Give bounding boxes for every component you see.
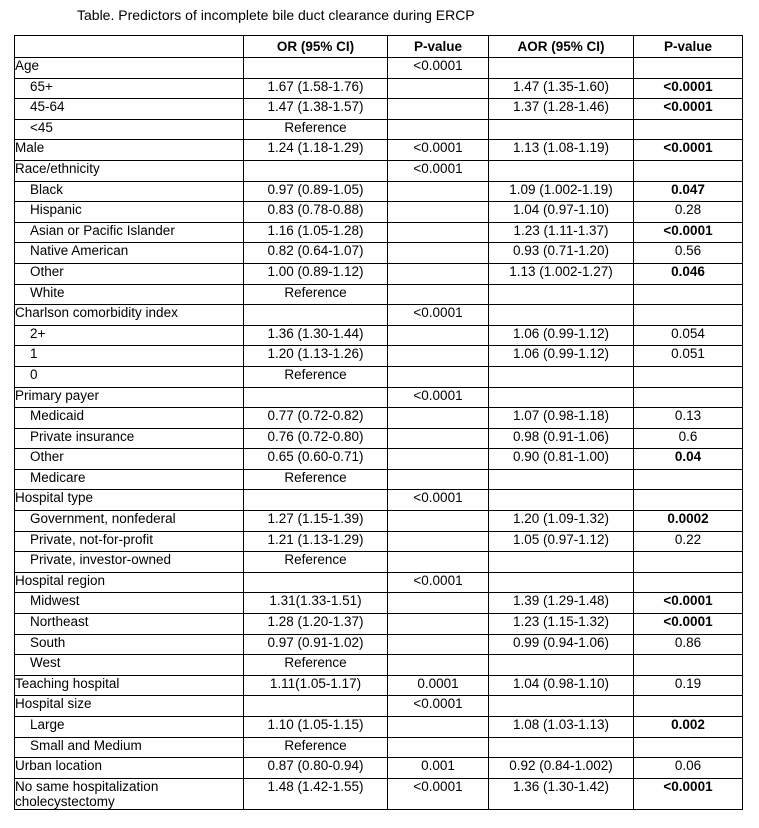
p-value-cell xyxy=(388,614,489,635)
aor-ci-cell xyxy=(489,696,634,717)
p-value-cell: <0.0001 xyxy=(388,696,489,717)
adjusted-p-value-cell xyxy=(634,696,743,717)
adjusted-p-value-cell: 0.56 xyxy=(634,243,743,264)
table-row xyxy=(15,490,743,511)
table-row xyxy=(15,181,743,202)
adjusted-p-value-cell: 0.22 xyxy=(634,531,743,552)
adjusted-p-value-cell: <0.0001 xyxy=(634,593,743,614)
row-label: 65+ xyxy=(15,78,244,99)
table-row xyxy=(15,140,743,161)
table-row xyxy=(15,284,743,305)
p-value-cell xyxy=(388,222,489,243)
row-label: Small and Medium xyxy=(15,737,244,758)
row-label: Age xyxy=(15,58,244,79)
aor-ci-cell xyxy=(489,572,634,593)
or-ci-cell xyxy=(244,490,388,511)
row-label: Other xyxy=(15,449,244,470)
table-row xyxy=(15,58,743,79)
adjusted-p-value-cell xyxy=(634,160,743,181)
adjusted-p-value-cell: <0.0001 xyxy=(634,778,743,809)
row-label: No same hospitalization cholecystectomy xyxy=(15,778,244,809)
or-ci-cell: 1.00 (0.89-1.12) xyxy=(244,263,388,284)
table-row xyxy=(15,778,743,809)
header-or: OR (95% CI) xyxy=(244,36,388,58)
table-row xyxy=(15,655,743,676)
p-value-cell xyxy=(388,593,489,614)
aor-ci-cell xyxy=(489,58,634,79)
p-value-cell xyxy=(388,449,489,470)
or-ci-cell: Reference xyxy=(244,655,388,676)
p-value-cell xyxy=(388,243,489,264)
or-ci-cell: 1.10 (1.05-1.15) xyxy=(244,717,388,738)
p-value-cell xyxy=(388,325,489,346)
aor-ci-cell: 0.90 (0.81-1.00) xyxy=(489,449,634,470)
row-label: Hospital size xyxy=(15,696,244,717)
table-row xyxy=(15,593,743,614)
or-ci-cell xyxy=(244,305,388,326)
row-label: 2+ xyxy=(15,325,244,346)
or-ci-cell: Reference xyxy=(244,469,388,490)
adjusted-p-value-cell: <0.0001 xyxy=(634,222,743,243)
table-row xyxy=(15,531,743,552)
or-ci-cell: 0.76 (0.72-0.80) xyxy=(244,428,388,449)
aor-ci-cell: 1.23 (1.15-1.32) xyxy=(489,614,634,635)
aor-ci-cell: 1.13 (1.002-1.27) xyxy=(489,263,634,284)
adjusted-p-value-cell: 0.04 xyxy=(634,449,743,470)
table-row xyxy=(15,675,743,696)
table-row xyxy=(15,511,743,532)
table-row xyxy=(15,572,743,593)
adjusted-p-value-cell: 0.28 xyxy=(634,202,743,223)
p-value-cell xyxy=(388,531,489,552)
row-label: Black xyxy=(15,181,244,202)
adjusted-p-value-cell: 0.051 xyxy=(634,346,743,367)
or-ci-cell xyxy=(244,572,388,593)
aor-ci-cell xyxy=(489,284,634,305)
p-value-cell: 0.001 xyxy=(388,758,489,779)
header-variable xyxy=(15,36,244,58)
adjusted-p-value-cell xyxy=(634,655,743,676)
p-value-cell: <0.0001 xyxy=(388,490,489,511)
row-label: 45-64 xyxy=(15,99,244,120)
aor-ci-cell: 1.37 (1.28-1.46) xyxy=(489,99,634,120)
table-row xyxy=(15,428,743,449)
or-ci-cell: 0.97 (0.91-1.02) xyxy=(244,634,388,655)
p-value-cell xyxy=(388,408,489,429)
table-row xyxy=(15,717,743,738)
row-label: Hospital type xyxy=(15,490,244,511)
aor-ci-cell: 1.07 (0.98-1.18) xyxy=(489,408,634,429)
row-label: Government, nonfederal xyxy=(15,511,244,532)
adjusted-p-value-cell xyxy=(634,737,743,758)
table-row xyxy=(15,696,743,717)
p-value-cell xyxy=(388,263,489,284)
row-label: Hospital region xyxy=(15,572,244,593)
adjusted-p-value-cell: <0.0001 xyxy=(634,99,743,120)
or-ci-cell xyxy=(244,696,388,717)
aor-ci-cell xyxy=(489,305,634,326)
aor-ci-cell: 1.39 (1.29-1.48) xyxy=(489,593,634,614)
aor-ci-cell: 1.04 (0.98-1.10) xyxy=(489,675,634,696)
table-body xyxy=(15,58,743,810)
p-value-cell xyxy=(388,119,489,140)
aor-ci-cell: 0.92 (0.84-1.002) xyxy=(489,758,634,779)
row-label: Other xyxy=(15,263,244,284)
table-row xyxy=(15,263,743,284)
or-ci-cell: Reference xyxy=(244,366,388,387)
p-value-cell xyxy=(388,717,489,738)
or-ci-cell: 0.97 (0.89-1.05) xyxy=(244,181,388,202)
row-label: Male xyxy=(15,140,244,161)
row-label: Asian or Pacific Islander xyxy=(15,222,244,243)
adjusted-p-value-cell: <0.0001 xyxy=(634,614,743,635)
adjusted-p-value-cell xyxy=(634,119,743,140)
or-ci-cell: 1.24 (1.18-1.29) xyxy=(244,140,388,161)
row-label: Private, investor-owned xyxy=(15,552,244,573)
p-value-cell xyxy=(388,737,489,758)
row-label: 0 xyxy=(15,366,244,387)
p-value-cell xyxy=(388,78,489,99)
adjusted-p-value-cell xyxy=(634,490,743,511)
or-ci-cell: 0.87 (0.80-0.94) xyxy=(244,758,388,779)
or-ci-cell: 1.67 (1.58-1.76) xyxy=(244,78,388,99)
p-value-cell: <0.0001 xyxy=(388,160,489,181)
adjusted-p-value-cell: 0.054 xyxy=(634,325,743,346)
table-row xyxy=(15,634,743,655)
p-value-cell xyxy=(388,202,489,223)
adjusted-p-value-cell: 0.86 xyxy=(634,634,743,655)
aor-ci-cell: 1.05 (0.97-1.12) xyxy=(489,531,634,552)
aor-ci-cell: 1.06 (0.99-1.12) xyxy=(489,325,634,346)
or-ci-cell: Reference xyxy=(244,119,388,140)
table-caption: Table. Predictors of incomplete bile duct clearance during ERCP xyxy=(77,7,475,23)
table-row xyxy=(15,243,743,264)
or-ci-cell: 1.48 (1.42-1.55) xyxy=(244,778,388,809)
table-header-row xyxy=(15,36,743,58)
p-value-cell xyxy=(388,511,489,532)
header-p-value-adjusted: P-value xyxy=(634,36,743,58)
table-row xyxy=(15,449,743,470)
table-row xyxy=(15,366,743,387)
adjusted-p-value-cell: <0.0001 xyxy=(634,78,743,99)
aor-ci-cell xyxy=(489,387,634,408)
or-ci-cell: Reference xyxy=(244,552,388,573)
aor-ci-cell xyxy=(489,160,634,181)
p-value-cell xyxy=(388,552,489,573)
aor-ci-cell xyxy=(489,119,634,140)
adjusted-p-value-cell: 0.047 xyxy=(634,181,743,202)
row-label: Charlson comorbidity index xyxy=(15,305,244,326)
p-value-cell: <0.0001 xyxy=(388,140,489,161)
or-ci-cell: Reference xyxy=(244,737,388,758)
aor-ci-cell xyxy=(489,469,634,490)
table-row xyxy=(15,408,743,429)
row-label: West xyxy=(15,655,244,676)
or-ci-cell: 1.36 (1.30-1.44) xyxy=(244,325,388,346)
row-label: Urban location xyxy=(15,758,244,779)
table-row xyxy=(15,160,743,181)
adjusted-p-value-cell: 0.6 xyxy=(634,428,743,449)
table-row xyxy=(15,346,743,367)
aor-ci-cell: 1.13 (1.08-1.19) xyxy=(489,140,634,161)
adjusted-p-value-cell: 0.13 xyxy=(634,408,743,429)
row-label: White xyxy=(15,284,244,305)
or-ci-cell xyxy=(244,387,388,408)
row-label: Medicare xyxy=(15,469,244,490)
row-label: Race/ethnicity xyxy=(15,160,244,181)
or-ci-cell: 1.21 (1.13-1.29) xyxy=(244,531,388,552)
or-ci-cell: 1.28 (1.20-1.37) xyxy=(244,614,388,635)
p-value-cell: <0.0001 xyxy=(388,305,489,326)
p-value-cell: <0.0001 xyxy=(388,58,489,79)
or-ci-cell: 1.47 (1.38-1.57) xyxy=(244,99,388,120)
row-label: Primary payer xyxy=(15,387,244,408)
or-ci-cell xyxy=(244,160,388,181)
or-ci-cell: Reference xyxy=(244,284,388,305)
row-label: Teaching hospital xyxy=(15,675,244,696)
adjusted-p-value-cell xyxy=(634,552,743,573)
table-row xyxy=(15,614,743,635)
p-value-cell xyxy=(388,469,489,490)
table-row xyxy=(15,758,743,779)
p-value-cell: <0.0001 xyxy=(388,387,489,408)
table-row xyxy=(15,202,743,223)
p-value-cell: <0.0001 xyxy=(388,778,489,809)
aor-ci-cell: 1.23 (1.11-1.37) xyxy=(489,222,634,243)
row-label: Private, not-for-profit xyxy=(15,531,244,552)
row-label: <45 xyxy=(15,119,244,140)
aor-ci-cell xyxy=(489,490,634,511)
adjusted-p-value-cell xyxy=(634,284,743,305)
table-row xyxy=(15,222,743,243)
adjusted-p-value-cell: 0.002 xyxy=(634,717,743,738)
or-ci-cell xyxy=(244,58,388,79)
adjusted-p-value-cell xyxy=(634,58,743,79)
p-value-cell xyxy=(388,346,489,367)
aor-ci-cell: 1.08 (1.03-1.13) xyxy=(489,717,634,738)
adjusted-p-value-cell: <0.0001 xyxy=(634,140,743,161)
table-row xyxy=(15,387,743,408)
adjusted-p-value-cell: 0.046 xyxy=(634,263,743,284)
adjusted-p-value-cell xyxy=(634,305,743,326)
aor-ci-cell xyxy=(489,366,634,387)
p-value-cell xyxy=(388,99,489,120)
row-label: Hispanic xyxy=(15,202,244,223)
or-ci-cell: 0.83 (0.78-0.88) xyxy=(244,202,388,223)
aor-ci-cell xyxy=(489,552,634,573)
header-aor: AOR (95% CI) xyxy=(489,36,634,58)
adjusted-p-value-cell xyxy=(634,387,743,408)
row-label: Private insurance xyxy=(15,428,244,449)
table-row xyxy=(15,78,743,99)
table-row xyxy=(15,552,743,573)
adjusted-p-value-cell xyxy=(634,572,743,593)
or-ci-cell: 1.16 (1.05-1.28) xyxy=(244,222,388,243)
row-label: Midwest xyxy=(15,593,244,614)
p-value-cell xyxy=(388,634,489,655)
aor-ci-cell: 1.04 (0.97-1.10) xyxy=(489,202,634,223)
table-row xyxy=(15,325,743,346)
aor-ci-cell: 0.99 (0.94-1.06) xyxy=(489,634,634,655)
row-label: 1 xyxy=(15,346,244,367)
or-ci-cell: 1.27 (1.15-1.39) xyxy=(244,511,388,532)
p-value-cell: 0.0001 xyxy=(388,675,489,696)
table-row xyxy=(15,119,743,140)
or-ci-cell: 1.20 (1.13-1.26) xyxy=(244,346,388,367)
row-label: Native American xyxy=(15,243,244,264)
table-row xyxy=(15,99,743,120)
adjusted-p-value-cell: 0.06 xyxy=(634,758,743,779)
or-ci-cell: 0.65 (0.60-0.71) xyxy=(244,449,388,470)
aor-ci-cell: 1.06 (0.99-1.12) xyxy=(489,346,634,367)
aor-ci-cell: 0.98 (0.91-1.06) xyxy=(489,428,634,449)
or-ci-cell: 1.31(1.33-1.51) xyxy=(244,593,388,614)
p-value-cell xyxy=(388,428,489,449)
table-row xyxy=(15,737,743,758)
aor-ci-cell: 1.36 (1.30-1.42) xyxy=(489,778,634,809)
row-label: South xyxy=(15,634,244,655)
aor-ci-cell xyxy=(489,655,634,676)
or-ci-cell: 0.77 (0.72-0.82) xyxy=(244,408,388,429)
predictors-table xyxy=(14,35,743,810)
aor-ci-cell: 0.93 (0.71-1.20) xyxy=(489,243,634,264)
row-label: Large xyxy=(15,717,244,738)
aor-ci-cell: 1.47 (1.35-1.60) xyxy=(489,78,634,99)
adjusted-p-value-cell: 0.19 xyxy=(634,675,743,696)
table-row xyxy=(15,305,743,326)
aor-ci-cell: 1.09 (1.002-1.19) xyxy=(489,181,634,202)
p-value-cell xyxy=(388,181,489,202)
aor-ci-cell: 1.20 (1.09-1.32) xyxy=(489,511,634,532)
adjusted-p-value-cell xyxy=(634,366,743,387)
p-value-cell xyxy=(388,284,489,305)
p-value-cell xyxy=(388,366,489,387)
adjusted-p-value-cell: 0.0002 xyxy=(634,511,743,532)
p-value-cell: <0.0001 xyxy=(388,572,489,593)
row-label: Medicaid xyxy=(15,408,244,429)
row-label: Northeast xyxy=(15,614,244,635)
or-ci-cell: 1.11(1.05-1.17) xyxy=(244,675,388,696)
aor-ci-cell xyxy=(489,737,634,758)
or-ci-cell: 0.82 (0.64-1.07) xyxy=(244,243,388,264)
table-row xyxy=(15,469,743,490)
p-value-cell xyxy=(388,655,489,676)
header-p-value-unadjusted: P-value xyxy=(388,36,489,58)
adjusted-p-value-cell xyxy=(634,469,743,490)
